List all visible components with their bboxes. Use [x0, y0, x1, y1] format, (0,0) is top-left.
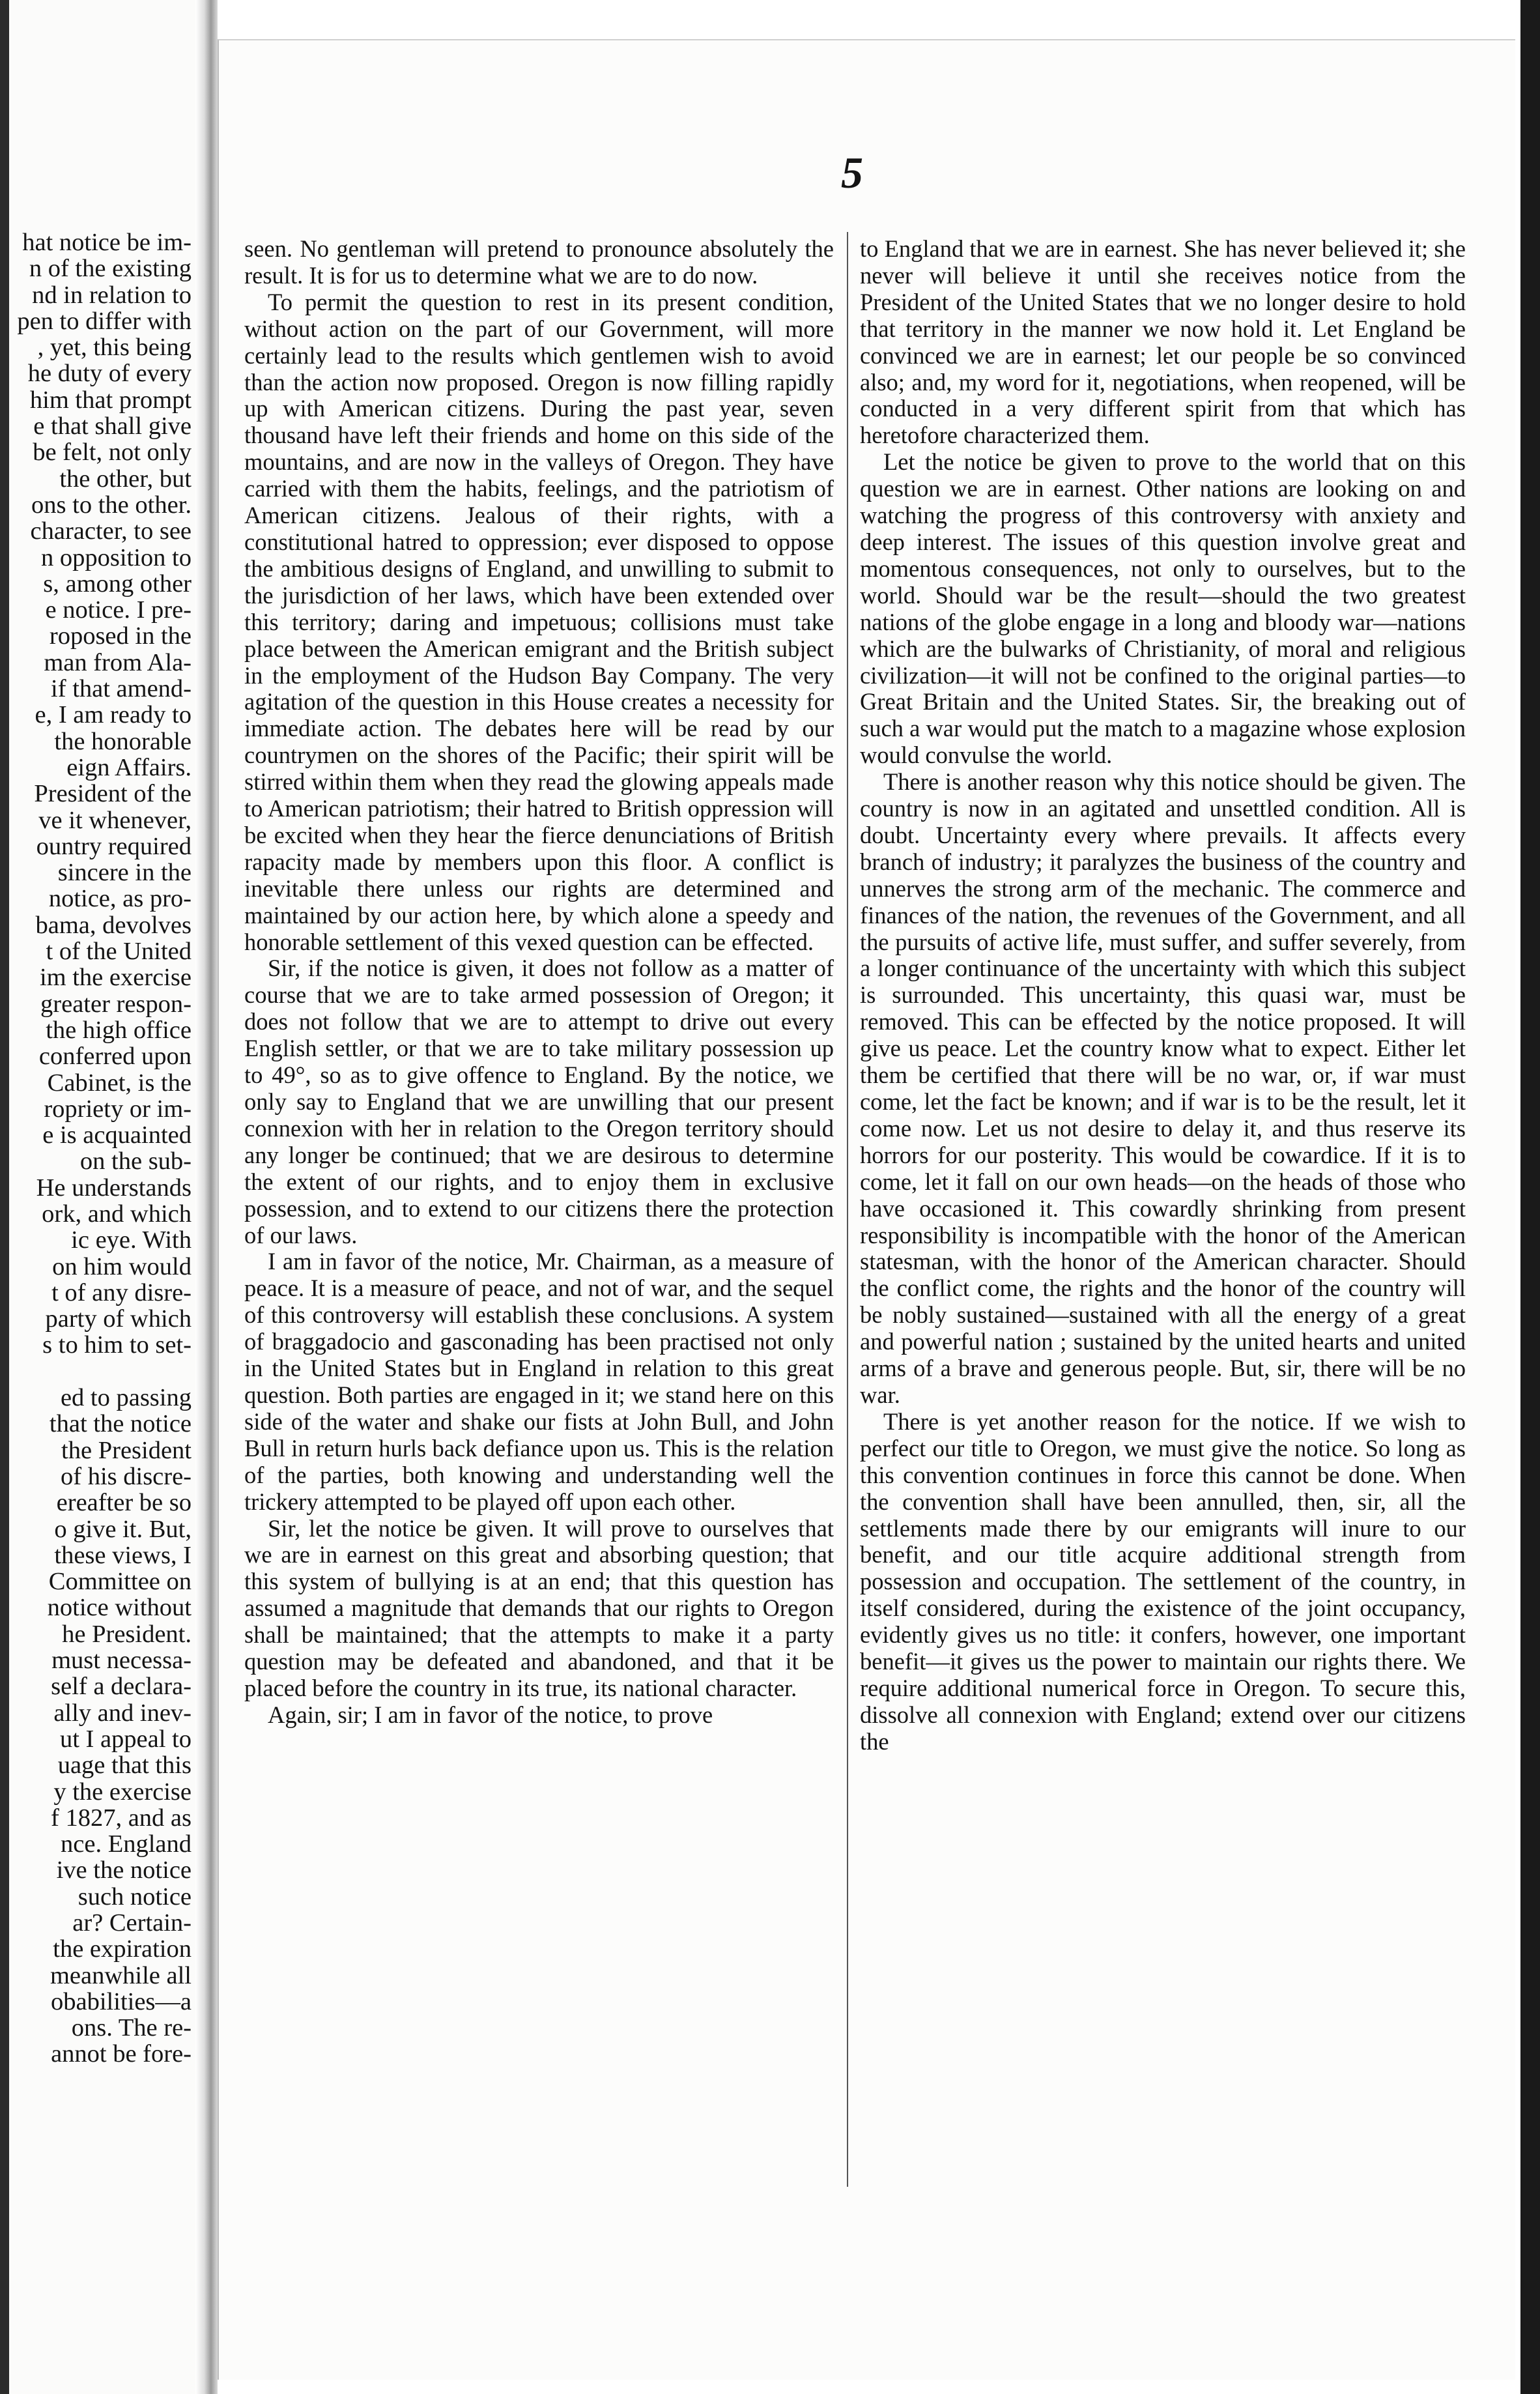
scan-edge-right	[1520, 0, 1540, 2394]
previous-page-line: t of the United	[46, 938, 192, 966]
previous-page-line: on the sub-	[79, 1147, 192, 1175]
previous-page-line: ic eye. With	[71, 1226, 192, 1254]
previous-page-line: annot be fore-	[51, 2040, 192, 2068]
paragraph: Again, sir; I am in favor of the notice, to prove	[268, 1701, 713, 1728]
previous-page-line: ve it whenever,	[38, 806, 192, 834]
previous-page-fragment	[9, 0, 195, 2394]
previous-page-line: ive the notice	[56, 1856, 192, 1884]
previous-page-line: pen to differ with	[17, 307, 192, 335]
previous-page-line: im the exercise	[39, 964, 192, 992]
paragraph: Sir, let the notice be given. It will prove to ourselves that we are in earnest on this great and absorbing question; that this system of bullying is at an end; that this question has assumed a magnitude that demands that our rights to Oregon shall be maintained; that the attempts to make it a party question may be defeated and abandoned, and that it be placed before the country in its true, its national character.	[244, 1514, 834, 1701]
previous-page-line	[9, 1359, 192, 1385]
previous-page-line: him that prompt	[29, 386, 192, 414]
column-divider	[847, 232, 848, 2187]
previous-page-line: the President	[61, 1436, 192, 1464]
previous-page-line: bama, devolves	[35, 911, 192, 939]
book-gutter	[195, 0, 218, 2394]
previous-page-line: notice without	[47, 1594, 192, 1622]
previous-page-line: n of the existing	[29, 255, 192, 283]
previous-page-line: the high office	[46, 1016, 192, 1044]
previous-page-line: party of which	[45, 1305, 192, 1333]
previous-page-line: meanwhile all	[50, 1961, 192, 1989]
previous-page-line: ed to passing	[60, 1384, 192, 1412]
scan-edge-left	[0, 0, 9, 2394]
previous-page-line: obabilities—a	[51, 1987, 192, 2015]
previous-page-line: He understands	[36, 1174, 192, 1202]
previous-page-line: ereafter be so	[56, 1489, 192, 1517]
previous-page-line: conferred upon	[38, 1043, 192, 1071]
previous-page-line: e is acquainted	[42, 1121, 192, 1149]
previous-page-line: roposed in the	[49, 622, 192, 650]
previous-page-line: uage that this	[57, 1752, 192, 1780]
previous-page-line: the expiration	[53, 1935, 192, 1963]
previous-page-line: eign Affairs.	[66, 753, 192, 781]
previous-page-line: the other, but	[59, 465, 192, 493]
page-number: 5	[841, 148, 863, 197]
previous-page-line: s, among other	[43, 570, 192, 598]
previous-page-line: o give it. But,	[54, 1515, 192, 1543]
paragraph: seen. No gentleman will pretend to pronounce absolutely the result. It is for us to determine what we are to do now.	[244, 235, 834, 289]
previous-page-line: on him would	[52, 1252, 192, 1280]
previous-page-line: man from Ala-	[44, 648, 192, 676]
previous-page-line: he President.	[62, 1620, 192, 1648]
previous-page-line: e, I am ready to	[35, 701, 192, 729]
previous-page-line: these views, I	[54, 1541, 192, 1569]
previous-page-line: notice, as pro-	[48, 885, 192, 913]
paragraph: Let the notice be given to prove to the world that on this question we are in earnest. Other nations are looking on and watching the progress of this controversy with anxiety and deep interest. The issues of this question involve great and momentous consequences, not only to ourselves, but to the world. Should war be the result—should the two greatest nations of the globe engage in a long and bloody war—nations which are the bulwarks of Christianity, of moral and religious civilization—it will not be confined to the original parties—to Great Britain and the United States. Sir, the breaking out of such a war would put the match to a magazine whose explosion would convulse the world.	[860, 448, 1466, 769]
previous-page-line: of his discre-	[61, 1462, 192, 1490]
previous-page-line: f 1827, and as	[51, 1804, 192, 1832]
previous-page-line: greater respon-	[40, 990, 192, 1018]
previous-page-line: must necessa-	[51, 1647, 192, 1675]
previous-page-line: the honorable	[54, 727, 192, 755]
paragraph: to England that we are in earnest. She has never believed it; she never will believe it until she receives notice from the President of the United States that we no longer desire to hold that territory in the manner we now hold it. Let England be convinced we are in earnest; let our people be so convinced also; and, my word for it, negotiations, when reopened, will be conducted in a very different spirit from that which has heretofore characterized them.	[860, 235, 1466, 449]
previous-page-line: n opposition to	[40, 543, 192, 571]
previous-page-line: ork, and which	[42, 1200, 192, 1228]
previous-page-line: ut I appeal to	[59, 1725, 192, 1753]
previous-page-line: that the notice	[49, 1410, 192, 1438]
text-column-right	[860, 236, 1466, 1755]
previous-page-line: sincere in the	[57, 859, 192, 887]
previous-page-line: e notice. I pre-	[45, 596, 192, 624]
previous-page-line: y the exercise	[53, 1778, 192, 1806]
previous-page-line: Cabinet, is the	[47, 1069, 192, 1097]
previous-page-line: nce. England	[61, 1830, 192, 1858]
previous-page-line: ropriety or im-	[44, 1095, 192, 1123]
previous-page-line: , yet, this being	[37, 334, 192, 362]
previous-page-line: ons to the other.	[31, 491, 192, 519]
previous-page-column	[9, 229, 192, 2068]
previous-page-line: he duty of every	[27, 360, 192, 388]
previous-page-line: self a declara-	[51, 1673, 192, 1701]
previous-page-line: ons. The re-	[71, 2014, 192, 2042]
previous-page-line: hat notice be im-	[22, 229, 192, 256]
previous-page-line: character, to see	[30, 517, 192, 545]
paragraph: There is another reason why this notice should be given. The country is now in an agitated and unsettled condition. All is doubt. Uncertainty every where prevails. It affects every branch of industry; it paralyzes the business of the country and unnerves the strong arm of the mechanic. The commerce and finances of the nation, the revenues of the Government, and all the pursuits of active life, must suffer, and suffer severely, from a longer continuance of the uncertainty with which this subject is surrounded. This uncertainty, this quasi war, must be removed. This can be effected by the notice proposed. It will give us peace. Let the country know what to expect. Either let them be certified that there will be no war, or, if war must come, let the fact be known; and if war is to be the result, let it come now. Let us not desire to delay it, and thus reserve its horrors for our posterity. This would be cowardice. If it is to come, let it fall on our own heads—on the heads of those who have occasioned it. This cowardly shrinking from present responsibility is incompatible with the honor of the American statesman, with the honor of the American character. Should the conflict come, the rights and the honor of the country will be nobly sustained—sustained with all the energy of a great and powerful nation ; sustained by the united hearts and united arms of a brave and generous people. But, sir, there will be no war.	[860, 768, 1466, 1408]
previous-page-line: if that amend-	[51, 675, 192, 703]
paragraph: There is yet another reason for the notice. If we wish to perfect our title to Oregon, we must give the notice. So long as this convention continues in force this cannot be done. When the convention shall have been annulled, then, sir, all the settlements made there by our emigrants will inure to our benefit, and our title acquire additional strength from possession and occupation. The settlement of the country, in itself considered, during the existence of the joint occupancy, evidently gives us no title: it confers, however, one important benefit—it gives us the power to maintain our rights there. We require additional numerical force in Oregon. To secure this, dissolve all connexion with England; extend over our citizens the	[860, 1407, 1466, 1755]
previous-page-line: President of the	[34, 780, 192, 808]
previous-page-line: nd in relation to	[32, 281, 192, 309]
paragraph: Sir, if the notice is given, it does not follow as a matter of course that we are to take armed possession of Oregon; it does not follow that we are to attempt to drive out every English settler, or that we are to take military possession up to 49°, so as to give offence to England. By the notice, we only say to England that we are unwilling that our present connexion with her in relation to the Oregon territory should any longer be continued; that we are desirous to determine the extent of our rights, and to enjoy them in exclusive possession, and to extend to our citizens there the protection of our laws.	[244, 955, 834, 1248]
previous-page-line: s to him to set-	[42, 1331, 192, 1359]
previous-page-line: e that shall give	[33, 412, 192, 440]
previous-page-line: Committee on	[48, 1568, 192, 1596]
previous-page-line: t of any disre-	[51, 1278, 192, 1306]
previous-page-line: ally and inev-	[53, 1699, 192, 1727]
previous-page-line: be felt, not only	[33, 439, 192, 467]
previous-page-line: ountry required	[36, 832, 192, 860]
previous-page-line: ar? Certain-	[72, 1909, 192, 1937]
text-column-left	[244, 236, 834, 1729]
paragraph: I am in favor of the notice, Mr. Chairman, as a measure of peace. It is a measure of peace, and not of war, and the sequel of this controversy will establish these conclusions. A system of braggadocio and gasconading has been practised not only in the United States but in England in relation to this great question. Both parties are engaged in it; we stand here on this side of the water and shake our fists at John Bull, and John Bull in return hurls back defiance upon us. This is the relation of the parties, both knowing and understanding well the trickery attempted to be played off upon each other.	[244, 1248, 834, 1515]
previous-page-line: such notice	[78, 1882, 192, 1911]
paragraph: To permit the question to rest in its present condition, without action on the part of our Government, will more certainly lead to the results which gentlemen wish to avoid than the action now proposed. Oregon is now filling rapidly up with American citizens. During the past year, seven thousand have left their friends and home on this side of the mountains, and are now in the valleys of Oregon. They have carried with them the habits, feelings, and the patriotism of American citizens. Jealous of their rights, with a constitutional hatred to oppression; ever disposed to oppose the ambitious designs of England, and unwilling to submit to the jurisdiction of her laws, which have been extended over this territory; daring and impetuous; collisions must take place between the American emigrant and the British subject in the employment of the Hudson Bay Company. The very agitation of the question in this House creates a necessity for immediate action. The debates here will be read by our countrymen on the shores of the Pacific; their spirit will be stirred within them when they read the glowing appeals made to American patriotism; their hatred to British oppression will be excited when they hear the fierce denunciations of British rapacity made by members upon this floor. A conflict is inevitable there unless our rights are determined and maintained by our action here, by which alone a speedy and honorable settlement of this vexed question can be effected.	[244, 288, 834, 955]
